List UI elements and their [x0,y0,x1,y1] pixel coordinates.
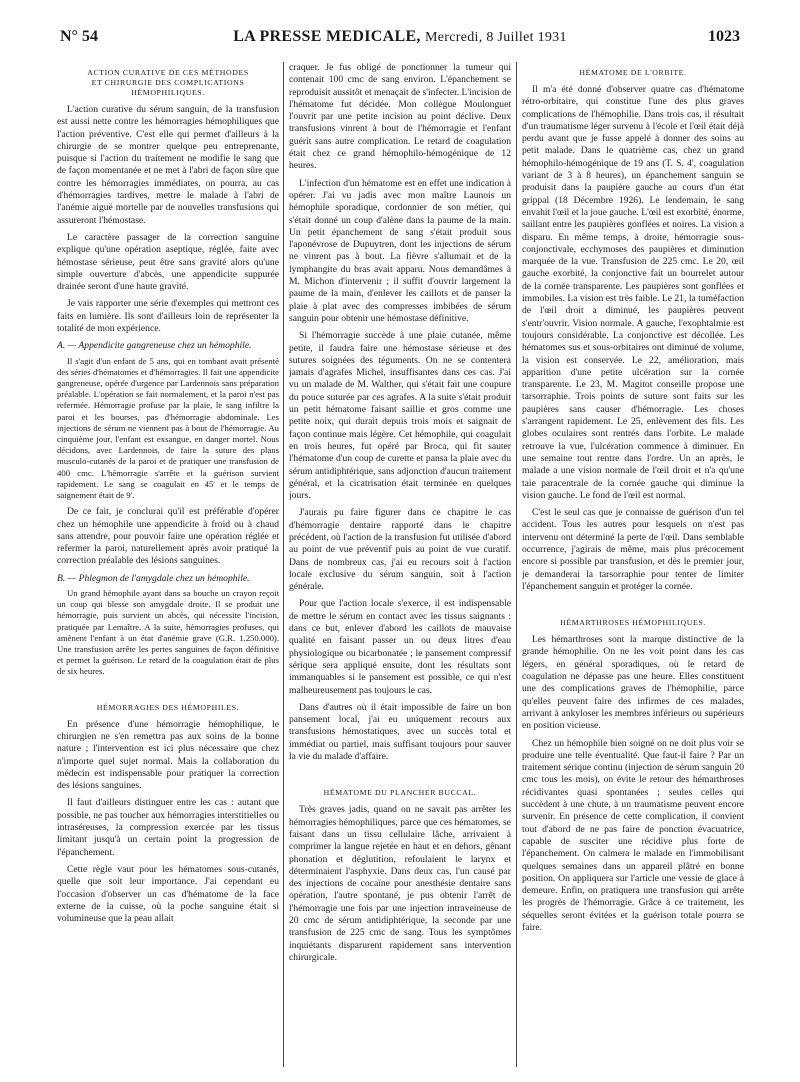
journal-title: LA PRESSE MEDICALE, [233,28,421,45]
paragraph: En présence d'une hémorragie hémophilique, le chirurgien ne s'en remettra pas aux soins de la bonne nature ; l'intervention est ici plus nécessaire que chez n'importe quel sujet normal. Mais la collaboration du médecin est indispensable pour pratiquer la correction des lésions sanguines. [57,718,279,792]
section-heading: HÉMATOME DE L'ORBITE. [579,68,687,77]
paragraph: De ce fait, je conclurai qu'il est préférable d'opérer chez un hémophile une appendicite à froid ou à chaud sans attendre, pour pouvoir faire une opération réglée et refermer la paroi, naturellement après avoir pratiqué la correction préalable des lésions sanguines. [57,506,279,567]
paragraph: craquer. Je fus obligé de ponctionner la tumeur qui contenait 100 cmc de sang environ. L'épanchement se reproduisit aussitôt et menaçait de s'infecter. L'incision de l'hématome fut décidée. Mon collègue Moulonguet l'ouvrit par une petite incision au point déclive. Deux transfusions vinrent à bout de l'hémorragie et l'enfant guérit sans autre complication. Le retard de coagulation était chez ce grand hémophilo-hémogénique de 12 heures. [289,62,511,172]
case-paragraph: Il s'agit d'un enfant de 5 ans, qui en tombant avait présenté des séries d'hématomes et d'hémorragies. Il fait une appendicite gangreneuse, opérée d'urgence par Lardennois sans préparation préalable. L'opération se fait normalement, et la paroi n'est pas refermée. Hémorragie profuse par la plaie, le sang infiltre la paroi et les bourses, pas d'hémorragie abdominale. Les injections de sérum ne viennent pas à bout de l'hémorragie. Au cinquième jour, l'enfant est exsangue, en danger mortel. Nous décidons, avec Lardennois, de faire la suture des plans musculo-cutanés de la paroi et de pratiquer une transfusion de 400 cmc. L'hémorragie s'arrête et la guérison survient rapidement. Le sang se coagulait en 45' et le temps de saignement était de 9'. [57,355,279,501]
column-divider [283,62,284,1067]
section-heading: ACTION CURATIVE DE CES MÉTHODES ET CHIRURGIE DES COMPLICATIONS HÉMOPHILIQUES. [87,68,249,97]
section-heading: HÉMATOME DU PLANCHER BUCCAL. [323,788,477,798]
paragraph: Il faut d'ailleurs distinguer entre les cas : autant que possible, ne pas toucher aux hémorragies interstitielles ou intraséreuses, la compression exercée par les tissus limitant jusqu'à un certain point la progression de l'épanchement. [57,797,279,858]
paragraph: Pour que l'action locale s'exerce, il est indispensable de mettre le sérum en contact avec les tissus saignants : dans ce but, enlever d'abord les caillots de mauvaise qualité en faisant passer un ou deux litres d'eau physiologique ou bicarbonatée ; le pansement compressif sérique sera appliqué ensuite, dont les résultats sont immanquables si le pansement est possible, ce qui n'est malheureusement pas toujours le cas. [289,598,511,696]
column-1 [57,62,279,1062]
section-heading: HÉMORRAGIES DES HÉMOPHILES. [96,702,240,712]
paragraph: Dans d'autres où il était impossible de faire un bon pansement local, j'ai eu uniquement recours aux transfusions hémostatiques, avec un succès total et immédiat ou partiel, mais suffisant toujours pour sauver la vie du malade d'affaire. [289,701,511,763]
paragraph: Je vais rapporter une série d'exemples qui mettront ces faits en lumière. Ils sont d'ailleurs loin de représenter la totalité de mon expérience. [57,298,279,335]
case-paragraph: Un grand hémophile ayant dans sa bouche un crayon reçoit un coup qui blesse son amygdale droite. Il se produit une hémorragie, puis survient un abcès, qui nécessite l'incision, pratiquée par Lemaître. A la suite, hémorragies profuses, qui amènent l'enfant à un état d'anémie grave (G.R. 1.250.000). Une transfusion arrête les pertes sanguines de façon définitive et permet la guérison. Le retard de la coagulation était de plus de six heures. [57,588,279,677]
issue-date: Mercredi, 8 Juillet 1931 [425,30,567,45]
paragraph: L'action curative du sérum sanguin, de la transfusion est aussi nette contre les hémorragies hémophiliques que l'action préventive. C'est elle qui permet d'ailleurs à la chirurgie de se montrer quelque peu entreprenante, puisque si l'action du traitement ne modifie le sang que de façon momentanée et ne met à l'abri de façon sûre que contre les hémorragies immédiates, on pourra, au cas d'hémorragies tardives, mettre le malade à l'abri de l'anémie aiguë mortelle par de nouvelles transfusions qui assureront l'hémostase. [57,104,279,226]
section-heading: HÉMARTHROSES HÉMOPHILIQUES. [560,618,706,628]
issue-number: N° 54 [60,28,98,45]
paragraph: Très graves jadis, quand on ne savait pas arrêter les hémorragies hémophiliques, parce que ces hématomes, se faisant dans un tissu cellulaire lâche, arrivaient à comprimer la langue rejetée en haut et en dehors, gênant phonation et déglutition, refoulaient le larynx et déterminaient l'asphyxie. Dans deux cas, l'un causé par des injections de cocaïne pour anesthésie dentaire sans opération, l'autre spontané, je pus obtenir l'arrêt de l'hémorragie une fois par une injection intraveineuse de 20 cmc de sérum antidiphtérique, la seconde par une transfusion de 225 cmc de sang. Tous les symptômes inquiétants disparurent rapidement sans intervention chirurgicale. [289,804,511,963]
case-heading: A. — Appendicite gangreneuse chez un hémophile. [57,340,252,352]
case-heading: B. — Phlegmon de l'amygdale chez un hémophile. [57,572,250,584]
paragraph: Cette règle vaut pour les hématomes sous-cutanés, quelle que soit leur importance. J'ai cependant eu l'occasion d'observer un cas d'hématome de la face externe de la cuisse, où la poche sanguine était si volumineuse que la peau allait [57,863,279,925]
masthead [60,28,740,46]
column-divider [516,62,517,1067]
page-number: 1023 [708,28,740,45]
column-2 [289,62,511,1062]
paragraph: Si l'hémorragie succède à une plaie cutanée, même petite, il faudra faire une hémostase sérieuse et des sutures soignées des téguments. On ne se contentera jamais d'agrafes Michel, insuffisantes dans ces cas. J'ai vu un malade de M. Walther, qui s'était fait une coupure du pouce suturée par ces agrafes. A la suite s'était produit un petit hématome faisant saillie et gros comme une petite noix, qui durait depuis trois mois et saignait de façon continue mais légère. Cet hémophile, qui coagulait en trois heures, fut opéré par Broca, qui fit sauter l'hématome d'un coup de curette et pansa la plaie avec du sérum antidiphtérique, sans adjonction d'aucun traitement général, et la cicatrisation était terminée en quelques jours. [289,330,511,502]
page-header [60,28,740,52]
paragraph: Il m'a été donné d'observer quatre cas d'hématome rétro-orbitaire, qui constitue l'une des plus graves complications de l'hémophilie. Dans trois cas, il résultait d'un traumatisme léger survenu à l'école et l'œil était déjà perdu avant que je fusse appelé à donner des soins au petit malade. Dans le quatrième cas, chez un grand hémophilo-hémogénique de 19 ans (T. S. 4', coagulation variant de 3 à 8 heures), un épanchement sanguin se produisit dans la paupière gauche au cours d'un état grippal (18 Décembre 1926). Le lendemain, le sang envahit l'œil et la joue gauche. L'œil est exorbité, énorme, saillant entre les paupières gonflées et noires. La vision a disparu. En même temps, à droite, hémorragie sous-conjonctivale, ecchymoses des paupières et diminution marquée de la vue. Transfusion de 225 cmc. Le 20, œil gauche exorbité, la conjonctive fait un bourrelet autour de la cornée transparente. Les paupières sont gonflées et immobiles. La vision est très faible. Le 21, la tuméfaction de l'œil droit a diminué, les paupières peuvent s'entr'ouvrir. Vision normale. A gauche, l'exophtalmie est toujours considérable. La conjonctive est décollée. Les hématomes sus et sous-orbitaires ont diminué de volume, la vision est conservée. Le 22, amélioration, mais apparition d'une petite ulcération sur la cornée transparente. Le 23, M. Magitot conseille propose une tarsorraphie. Trois points de suture sont faits sur les paupières sans causer d'hémorragie. Les choses s'arrangent rapidement. Le 25, enlèvement des fils. Les globes oculaires sont rentrés dans l'orbite. Le malade retrouve la vue, l'ulcération commence à diminuer. En une semaine tout rentre dans l'ordre. Un an après, le malade a une vision normale de l'œil droit et n'a qu'une taie paracentrale de la cornée gauche qui diminue la vision gauche. Le fond de l'œil est normal. [522,84,744,501]
paragraph: Le caractère passager de la correction sanguine explique qu'une opération aseptique, réglée, faite avec hémostase sérieuse, peut être sans gravité alors qu'une simple ouverture d'abcès, une appendicite suppurée drainée seront d'une haute gravité. [57,231,279,293]
column-3 [522,62,744,1062]
paragraph: L'infection d'un hématome est en effet une indication à opérer. J'ai vu jadis avec mon maître Launois un hémophile sporadique, cordonnier de son métier, qui s'était donné un coup d'alène dans la paume de la main. Un petit épanchement de sang s'était produit sous l'aponévrose de Dupuytren, dont les injections de sérum ne vinrent pas à bout. La fièvre s'allumait et de la lymphangite du bras avait apparu. Nous demandâmes à M. Michon d'intervenir ; il suffit d'ouvrir largement la paume de la main, d'enlever les caillots et de panser la plaie à plat avec des compresses imbibées de sérum sanguin pour obtenir une hémostase définitive. [289,177,511,324]
paragraph: Les hémarthroses sont la marque distinctive de la grande hémophilie. On ne les voit point dans les cas légers, en général sporadiques, où le retard de coagulation ne dépasse pas une heure. Elles constituent une des complications graves de l'hémophilie, parce qu'elles peuvent faire des infirmes de ces malades, arrivant à ankyloser les membres inférieurs ou supérieurs en position vicieuse. [522,634,744,732]
paragraph: C'est le seul cas que je connaisse de guérison d'un tel accident. Tous les autres pour lesquels on n'est pas intervenu ont déterminé la perte de l'œil. Dans semblable occurrence, j'agirais de même, mais plus précocement encore si possible par transfusion, et dès le premier jour, je demanderai la tarsorraphie pour tenter de limiter l'épanchement sanguin et protéger la cornée. [522,507,744,592]
paragraph: Chez un hémophile bien soigné on ne doit plus voir se produire une telle éventualité. Que faut-il faire ? Par un traitement sérique continu (injection de sérum sanguin 20 cmc tous les mois), on évite le retour des hémarthroses récidivantes quasi spontanées ; seules celles qui succèdent à une chute, à un traumatisme peuvent encore survenir. En présence de cette complication, il convient tout d'abord de ne pas faire de ponction évacuatrice, capable de susciter une récidive plus forte de l'épanchement. On calmera le malade en l'immobilisant quelques semaines dans un appareil plâtré en bonne position. On appliquera sur l'article une vessie de glace à demeure. Enfin, on pratiquera une transfusion qui arrête les progrès de l'hémorragie. Grâce à ce traitement, les séquelles seront évitées et la guérison totale pourra se faire. [522,737,744,933]
paragraph: J'aurais pu faire figurer dans ce chapitre le cas d'hémorragie dentaire rapporté dans le chapitre précédent, où l'action de la transfusion fut utilisée d'abord au point de vue préventif puis au point de vue curatif. Dans de nombreux cas, j'ai eu recours soit à l'action locale exclusive du sérum sanguin, soit à l'action générale. [289,507,511,593]
